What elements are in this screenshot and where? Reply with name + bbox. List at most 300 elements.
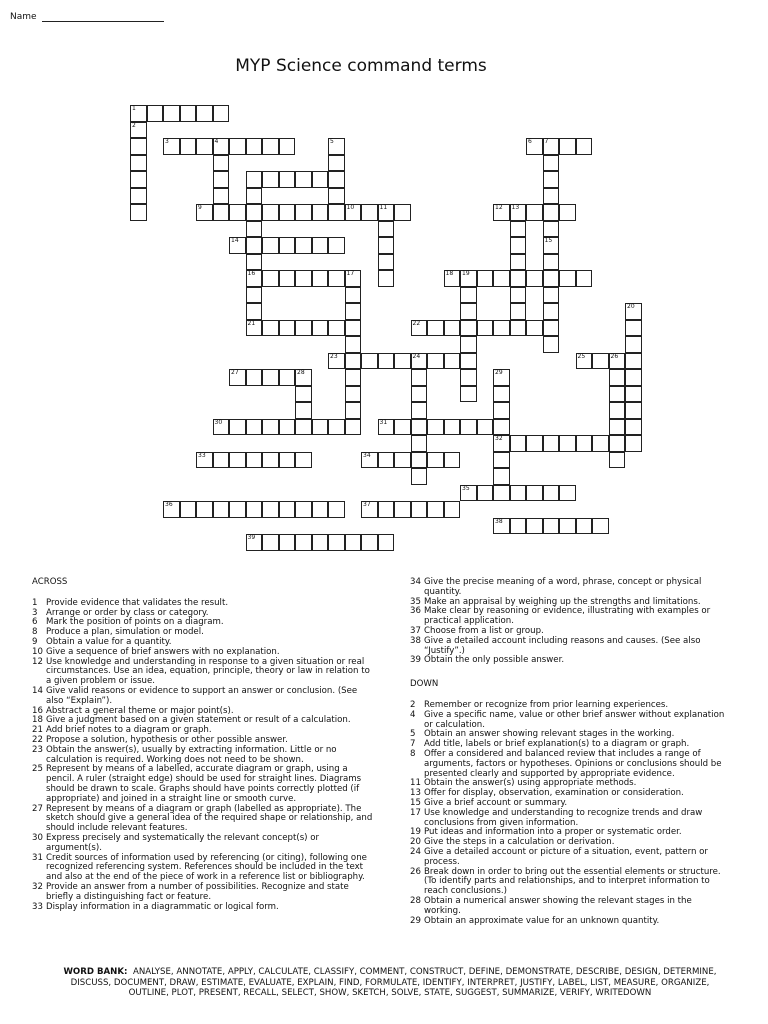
clue-number: 32	[32, 881, 43, 892]
crossword-cell[interactable]	[262, 270, 279, 287]
clue-number-label: 24	[412, 352, 421, 360]
crossword-cell[interactable]	[526, 518, 543, 535]
crossword-cell[interactable]	[262, 320, 279, 337]
crossword-cell[interactable]	[559, 485, 576, 502]
crossword-cell[interactable]	[345, 353, 362, 370]
crossword-cell[interactable]	[345, 270, 362, 287]
crossword-cell[interactable]	[295, 320, 312, 337]
crossword-cell[interactable]	[559, 435, 576, 452]
crossword-cell[interactable]	[295, 501, 312, 518]
crossword-cell[interactable]	[543, 188, 560, 205]
crossword-cell[interactable]	[559, 138, 576, 155]
crossword-cell[interactable]	[361, 204, 378, 221]
crossword-cell[interactable]	[229, 452, 246, 469]
clue-text: Make clear by reasoning or evidence, illustrating with examples or practical application.	[424, 606, 711, 627]
crossword-cell[interactable]	[510, 287, 527, 304]
crossword-cell[interactable]	[510, 320, 527, 337]
crossword-cell[interactable]	[147, 105, 164, 122]
clue-number: 9	[32, 636, 38, 647]
crossword-cell[interactable]	[312, 204, 329, 221]
crossword-cell[interactable]	[609, 402, 626, 419]
clue-number-label: 30	[214, 418, 223, 426]
clue-number: 33	[32, 901, 43, 912]
crossword-cell[interactable]	[213, 419, 230, 436]
word-bank-words: ANALYSE, ANNOTATE, APPLY, CALCULATE, CLASSIFY, COMMENT, CONSTRUCT, DEFINE, DEMONSTRATE, DESCRIBE, DESIGN, DETERMINE, DISCUSS, DOCUMENT, DRAW, ESTIMATE, EVALUATE, EXPLAIN, FIND, FORMULATE, IDENTIFY, INTERPRET, JUSTIFY, LABEL, LIST, MEASURE, ORGANIZE, OUTLINE, PLOT, PRESENT, RECALL, SELECT, SHOW, SKETCH, SOLVE, STATE, SUGGEST, SUMMARIZE, VERIFY, WRITEDOWN	[70, 967, 717, 998]
crossword-cell[interactable]	[295, 402, 312, 419]
crossword-cell[interactable]	[625, 320, 642, 337]
crossword-cell[interactable]	[460, 353, 477, 370]
crossword-cell[interactable]	[444, 353, 461, 370]
clue-number-label: 26	[610, 352, 619, 360]
crossword-cell[interactable]	[295, 452, 312, 469]
crossword-cell[interactable]	[510, 303, 527, 320]
crossword-cell[interactable]	[526, 485, 543, 502]
crossword-cell[interactable]	[460, 419, 477, 436]
crossword-cell[interactable]	[427, 353, 444, 370]
crossword-cell[interactable]	[328, 534, 345, 551]
crossword-cell[interactable]	[559, 270, 576, 287]
crossword-cell[interactable]	[444, 320, 461, 337]
clue-number: 19	[410, 827, 421, 838]
crossword-cell[interactable]	[444, 501, 461, 518]
crossword-cell[interactable]	[262, 237, 279, 254]
crossword-cell[interactable]	[246, 171, 263, 188]
crossword-cell[interactable]	[543, 155, 560, 172]
crossword-cell[interactable]	[130, 204, 147, 221]
down-clue-list	[410, 701, 730, 926]
crossword-cell[interactable]	[460, 485, 477, 502]
crossword-cell[interactable]	[543, 171, 560, 188]
crossword-cell[interactable]	[213, 188, 230, 205]
crossword-cell[interactable]	[279, 419, 296, 436]
crossword-cell[interactable]	[262, 171, 279, 188]
crossword-cell[interactable]	[411, 419, 428, 436]
crossword-cell[interactable]	[312, 270, 329, 287]
crossword-cell[interactable]	[378, 204, 395, 221]
crossword-cell[interactable]	[279, 204, 296, 221]
crossword-cell[interactable]	[609, 419, 626, 436]
crossword-cell[interactable]	[196, 204, 213, 221]
crossword-cell[interactable]	[163, 138, 180, 155]
crossword-cell[interactable]	[361, 452, 378, 469]
clue-number-label: 36	[165, 501, 173, 508]
crossword-cell[interactable]	[312, 237, 329, 254]
crossword-cell[interactable]	[444, 270, 461, 287]
clue-item	[32, 883, 377, 903]
crossword-cell[interactable]	[378, 237, 395, 254]
crossword-cell[interactable]	[427, 419, 444, 436]
crossword-cell[interactable]	[229, 204, 246, 221]
crossword-cell[interactable]	[378, 452, 395, 469]
crossword-cell[interactable]	[493, 435, 510, 452]
crossword-cell[interactable]	[246, 221, 263, 238]
crossword-cell[interactable]	[510, 270, 527, 287]
crossword-cell[interactable]	[246, 419, 263, 436]
clue-number: 1	[32, 597, 38, 608]
crossword-cell[interactable]	[246, 303, 263, 320]
crossword-cell[interactable]	[526, 138, 543, 155]
crossword-cell[interactable]	[493, 452, 510, 469]
crossword-cell[interactable]	[213, 171, 230, 188]
crossword-cell[interactable]	[345, 287, 362, 304]
crossword-cell[interactable]	[526, 435, 543, 452]
clue-text: Give the precise meaning of a word, phrase, concept or physical quantity.	[424, 577, 702, 597]
crossword-cell[interactable]	[394, 452, 411, 469]
crossword-cell[interactable]	[543, 435, 560, 452]
crossword-cell[interactable]	[312, 534, 329, 551]
crossword-cell[interactable]	[213, 204, 230, 221]
crossword-cell[interactable]	[345, 369, 362, 386]
crossword-cell[interactable]	[196, 501, 213, 518]
crossword-cell[interactable]	[609, 369, 626, 386]
crossword-cell[interactable]	[279, 501, 296, 518]
crossword-cell[interactable]	[460, 287, 477, 304]
crossword-cell[interactable]	[543, 485, 560, 502]
crossword-cell[interactable]	[262, 534, 279, 551]
clue-text: Represent by means of a diagram or graph (labelled as appropriate). The sketch should give a general idea of the required shape or relationship, and should include relevant features.	[46, 803, 373, 834]
crossword-cell[interactable]	[180, 105, 197, 122]
crossword-cell[interactable]	[493, 320, 510, 337]
crossword-cell[interactable]	[411, 501, 428, 518]
crossword-cell[interactable]	[328, 171, 345, 188]
clue-text: Express precisely and systematically the relevant concept(s) or argument(s).	[46, 832, 320, 853]
clue-number-label: 2	[132, 121, 136, 129]
crossword-cell[interactable]	[295, 204, 312, 221]
crossword-cell[interactable]	[576, 138, 593, 155]
crossword-cell[interactable]	[312, 419, 329, 436]
crossword-cell[interactable]	[493, 386, 510, 403]
crossword-cell[interactable]	[345, 402, 362, 419]
crossword-cell[interactable]	[477, 320, 494, 337]
crossword-cell[interactable]	[328, 353, 345, 370]
crossword-cell[interactable]	[229, 369, 246, 386]
crossword-cell[interactable]	[427, 501, 444, 518]
crossword-cell[interactable]	[328, 155, 345, 172]
crossword-cell[interactable]	[262, 452, 279, 469]
crossword-cell[interactable]	[262, 138, 279, 155]
crossword-cell[interactable]	[295, 237, 312, 254]
clue-number: 31	[32, 852, 43, 863]
clue-text: Put ideas and information into a proper or systematic order.	[424, 827, 682, 838]
crossword-cell[interactable]	[559, 204, 576, 221]
crossword-cell[interactable]	[361, 534, 378, 551]
crossword-cell[interactable]	[163, 105, 180, 122]
crossword-cell[interactable]	[460, 303, 477, 320]
crossword-cell[interactable]	[279, 452, 296, 469]
crossword-cell[interactable]	[510, 518, 527, 535]
crossword-cell[interactable]	[493, 402, 510, 419]
crossword-cell[interactable]	[312, 501, 329, 518]
crossword-cell[interactable]	[262, 369, 279, 386]
crossword-cell[interactable]	[262, 204, 279, 221]
clue-number-label: 32	[495, 435, 503, 442]
crossword-cell[interactable]	[229, 419, 246, 436]
clue-text: Choose from a list or group.	[424, 625, 544, 636]
crossword-cell[interactable]	[510, 204, 527, 221]
crossword-cell[interactable]	[213, 501, 230, 518]
crossword-cell[interactable]	[295, 171, 312, 188]
crossword-cell[interactable]	[246, 501, 263, 518]
crossword-cell[interactable]	[328, 419, 345, 436]
crossword-cell[interactable]	[229, 237, 246, 254]
crossword-cell[interactable]	[361, 353, 378, 370]
crossword-cell[interactable]	[246, 287, 263, 304]
clue-item	[410, 637, 730, 657]
crossword-cell[interactable]	[246, 204, 263, 221]
crossword-cell[interactable]	[345, 386, 362, 403]
crossword-cell[interactable]	[625, 402, 642, 419]
clue-text: Abstract a general theme or major point(s).	[46, 705, 234, 716]
clue-number: 11	[410, 778, 421, 789]
crossword-cell[interactable]	[262, 419, 279, 436]
crossword-cell[interactable]	[246, 369, 263, 386]
crossword-cell[interactable]	[229, 138, 246, 155]
crossword-cell[interactable]	[625, 386, 642, 403]
crossword-cell[interactable]	[411, 452, 428, 469]
crossword-cell[interactable]	[378, 419, 395, 436]
crossword-cell[interactable]	[378, 501, 395, 518]
crossword-cell[interactable]	[246, 452, 263, 469]
crossword-cell[interactable]	[592, 518, 609, 535]
clue-item	[32, 903, 377, 913]
clue-text: Produce a plan, simulation or model.	[46, 627, 204, 638]
crossword-cell[interactable]	[163, 501, 180, 518]
clue-number-label: 10	[346, 204, 355, 211]
crossword-cell[interactable]	[625, 419, 642, 436]
crossword-cell[interactable]	[378, 534, 395, 551]
crossword-cell[interactable]	[279, 320, 296, 337]
crossword-cell[interactable]	[609, 353, 626, 370]
crossword-cell[interactable]	[246, 188, 263, 205]
crossword-cell[interactable]	[328, 204, 345, 221]
crossword-cell[interactable]	[609, 435, 626, 452]
crossword-cell[interactable]	[246, 254, 263, 271]
clue-text: Use knowledge and understanding to recognize trends and draw conclusions from given information.	[424, 807, 703, 828]
clue-number-label: 16	[247, 270, 256, 277]
crossword-cell[interactable]	[543, 336, 560, 353]
crossword-cell[interactable]	[526, 320, 543, 337]
crossword-cell[interactable]	[213, 138, 230, 155]
crossword-cell[interactable]	[609, 386, 626, 403]
crossword-cell[interactable]	[411, 320, 428, 337]
crossword-cell[interactable]	[328, 501, 345, 518]
crossword-cell[interactable]	[213, 452, 230, 469]
crossword-cell[interactable]	[180, 501, 197, 518]
crossword-cell[interactable]	[493, 518, 510, 535]
clue-number-label: 37	[363, 501, 371, 508]
crossword-cell[interactable]	[394, 501, 411, 518]
crossword-cell[interactable]	[345, 320, 362, 337]
crossword-cell[interactable]	[493, 204, 510, 221]
crossword-cell[interactable]	[411, 402, 428, 419]
crossword-cell[interactable]	[295, 369, 312, 386]
clue-number-label: 6	[528, 138, 532, 145]
crossword-cell[interactable]	[378, 270, 395, 287]
crossword-cell[interactable]	[279, 171, 296, 188]
crossword-cell[interactable]	[411, 435, 428, 452]
crossword-cell[interactable]	[312, 320, 329, 337]
crossword-cell[interactable]	[328, 270, 345, 287]
crossword-cell[interactable]	[625, 353, 642, 370]
crossword-cell[interactable]	[477, 485, 494, 502]
crossword-cell[interactable]	[444, 419, 461, 436]
crossword-cell[interactable]	[328, 320, 345, 337]
crossword-cell[interactable]	[411, 353, 428, 370]
crossword-cell[interactable]	[246, 237, 263, 254]
crossword-cell[interactable]	[246, 270, 263, 287]
crossword-cell[interactable]	[345, 303, 362, 320]
crossword-cell[interactable]	[229, 501, 246, 518]
crossword-cell[interactable]	[328, 138, 345, 155]
crossword-cell[interactable]	[543, 237, 560, 254]
crossword-cell[interactable]	[493, 485, 510, 502]
crossword-cell[interactable]	[625, 369, 642, 386]
crossword-cell[interactable]	[411, 369, 428, 386]
clue-text: Give a detailed account or picture of a situation, event, pattern or process.	[424, 846, 708, 867]
crossword-cell[interactable]	[625, 435, 642, 452]
crossword-cell[interactable]	[279, 369, 296, 386]
crossword-cell[interactable]	[345, 336, 362, 353]
clue-number-label: 31	[379, 418, 388, 426]
crossword-cell[interactable]	[576, 435, 593, 452]
crossword-cell[interactable]	[543, 303, 560, 320]
crossword-cell[interactable]	[130, 138, 147, 155]
across-heading: ACROSS	[32, 577, 68, 587]
crossword-cell[interactable]	[213, 155, 230, 172]
crossword-cell[interactable]	[246, 534, 263, 551]
crossword-cell[interactable]	[625, 303, 642, 320]
crossword-cell[interactable]	[279, 237, 296, 254]
crossword-cell[interactable]	[279, 138, 296, 155]
clue-number: 21	[32, 725, 43, 736]
clue-number: 17	[410, 807, 421, 818]
crossword-cell[interactable]	[460, 270, 477, 287]
clue-number-label: 11	[379, 204, 388, 211]
crossword-cell[interactable]	[262, 501, 279, 518]
crossword-cell[interactable]	[460, 369, 477, 386]
clue-text: Remember or recognize from prior learning experiences.	[424, 699, 669, 710]
crossword-cell[interactable]	[576, 270, 593, 287]
crossword-cell[interactable]	[130, 105, 147, 122]
crossword-cell[interactable]	[130, 155, 147, 172]
crossword-cell[interactable]	[196, 138, 213, 155]
crossword-cell[interactable]	[493, 369, 510, 386]
clue-item	[410, 809, 730, 829]
crossword-cell[interactable]	[592, 353, 609, 370]
clue-text: Obtain the answer(s), usually by extracting information. Little or no calculation is required. Working does not need to be shown.	[46, 744, 337, 765]
crossword-cell[interactable]	[394, 353, 411, 370]
crossword-cell[interactable]	[493, 270, 510, 287]
crossword-cell[interactable]	[213, 105, 230, 122]
crossword-cell[interactable]	[543, 204, 560, 221]
crossword-cell[interactable]	[378, 254, 395, 271]
crossword-cell[interactable]	[510, 254, 527, 271]
crossword-cell[interactable]	[510, 237, 527, 254]
crossword-cell[interactable]	[493, 468, 510, 485]
clue-number: 36	[410, 606, 421, 617]
crossword-cell[interactable]	[196, 105, 213, 122]
crossword-cell[interactable]	[543, 518, 560, 535]
crossword-cell[interactable]	[460, 336, 477, 353]
crossword-cell[interactable]	[345, 419, 362, 436]
crossword-cell[interactable]	[411, 386, 428, 403]
crossword-cell[interactable]	[609, 452, 626, 469]
crossword-cell[interactable]	[526, 270, 543, 287]
crossword-cell[interactable]	[328, 188, 345, 205]
crossword-cell[interactable]	[180, 138, 197, 155]
clue-number-label: 14	[231, 237, 239, 244]
crossword-cell[interactable]	[576, 353, 593, 370]
crossword-cell[interactable]	[312, 171, 329, 188]
crossword-cell[interactable]	[246, 320, 263, 337]
crossword-cell[interactable]	[543, 287, 560, 304]
clue-text: Represent by means of a labelled, accurate diagram or graph, using a pencil. A ruler (straight edge) should be used for straight lines. Diagrams should be drawn to scale. Graphs should have points correctly plotted (if appropriate) and joined in a straight line or smooth curve.	[46, 764, 362, 804]
crossword-cell[interactable]	[246, 138, 263, 155]
crossword-cell[interactable]	[576, 518, 593, 535]
crossword-cell[interactable]	[444, 452, 461, 469]
clue-text: Provide an answer from a number of possibilities. Recognize and state briefly a distinguishing fact or feature.	[46, 881, 349, 902]
crossword-cell[interactable]	[411, 468, 428, 485]
crossword-cell[interactable]	[559, 518, 576, 535]
crossword-cell[interactable]	[378, 353, 395, 370]
crossword-cell[interactable]	[361, 501, 378, 518]
crossword-cell[interactable]	[477, 270, 494, 287]
crossword-cell[interactable]	[427, 452, 444, 469]
crossword-cell[interactable]	[592, 435, 609, 452]
clue-number-label: 9	[198, 204, 202, 211]
crossword-cell[interactable]	[130, 188, 147, 205]
crossword-cell[interactable]	[427, 320, 444, 337]
page-title: MYP Science command terms	[235, 56, 487, 76]
crossword-cell[interactable]	[295, 534, 312, 551]
crossword-cell[interactable]	[543, 254, 560, 271]
crossword-cell[interactable]	[493, 419, 510, 436]
crossword-cell[interactable]	[345, 534, 362, 551]
crossword-cell[interactable]	[543, 270, 560, 287]
crossword-cell[interactable]	[295, 270, 312, 287]
crossword-cell[interactable]	[130, 122, 147, 139]
crossword-cell[interactable]	[625, 336, 642, 353]
crossword-cell[interactable]	[543, 320, 560, 337]
crossword-cell[interactable]	[394, 419, 411, 436]
crossword-cell[interactable]	[378, 221, 395, 238]
crossword-cell[interactable]	[477, 419, 494, 436]
crossword-cell[interactable]	[295, 419, 312, 436]
crossword-cell[interactable]	[394, 204, 411, 221]
crossword-cell[interactable]	[279, 534, 296, 551]
crossword-cell[interactable]	[526, 204, 543, 221]
clue-text: Credit sources of information used by referencing (or citing), following one recognized referencing system. References should be included in the text and also at the end of the piece of work in a reference list or bibliography.	[46, 852, 367, 883]
crossword-cell[interactable]	[130, 171, 147, 188]
crossword-cell[interactable]	[328, 237, 345, 254]
crossword-cell[interactable]	[460, 320, 477, 337]
crossword-cell[interactable]	[345, 204, 362, 221]
crossword-cell[interactable]	[460, 386, 477, 403]
clue-number: 35	[410, 596, 421, 607]
crossword-cell[interactable]	[543, 221, 560, 238]
clue-number-label: 4	[214, 138, 219, 145]
clue-text: Give a specific name, value or other brief answer without explanation or calculation.	[424, 709, 725, 730]
crossword-cell[interactable]	[295, 386, 312, 403]
crossword-cell[interactable]	[510, 485, 527, 502]
crossword-cell[interactable]	[543, 138, 560, 155]
crossword-cell[interactable]	[196, 452, 213, 469]
crossword-cell[interactable]	[279, 270, 296, 287]
clue-number-label: 15	[544, 237, 553, 244]
crossword-cell[interactable]	[510, 221, 527, 238]
crossword-cell[interactable]	[510, 435, 527, 452]
clue-text: Display information in a diagrammatic or logical form.	[46, 901, 279, 912]
